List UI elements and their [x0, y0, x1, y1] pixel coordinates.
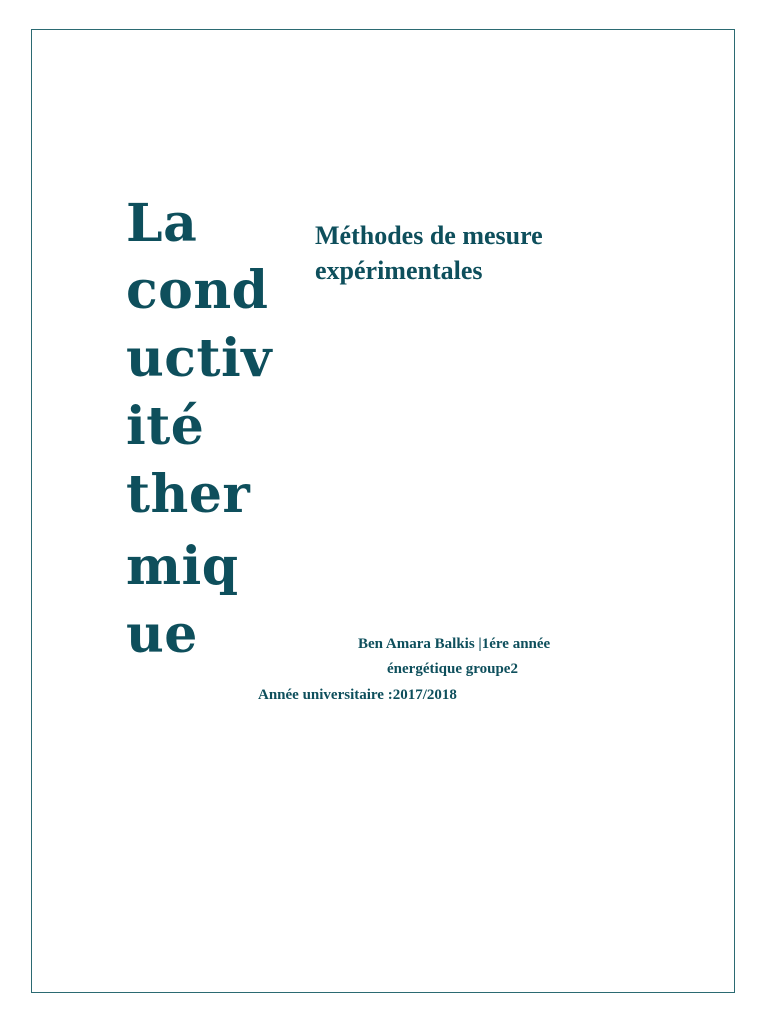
title-line: uctiv	[126, 328, 272, 389]
class-group: énergétique groupe2	[387, 661, 518, 677]
title-line: ité	[126, 396, 205, 457]
subtitle-line: Méthodes de mesure	[315, 221, 543, 250]
title-line: ue	[126, 604, 198, 665]
title-line: La	[126, 193, 198, 254]
author-name: Ben Amara Balkis |1ére année	[358, 636, 551, 652]
title-line: cond	[126, 260, 269, 321]
title-line: miq	[126, 536, 239, 597]
academic-year: Année universitaire :2017/2018	[258, 687, 457, 703]
title-line: ther	[126, 464, 251, 525]
subtitle-line: expérimentales	[315, 256, 483, 285]
